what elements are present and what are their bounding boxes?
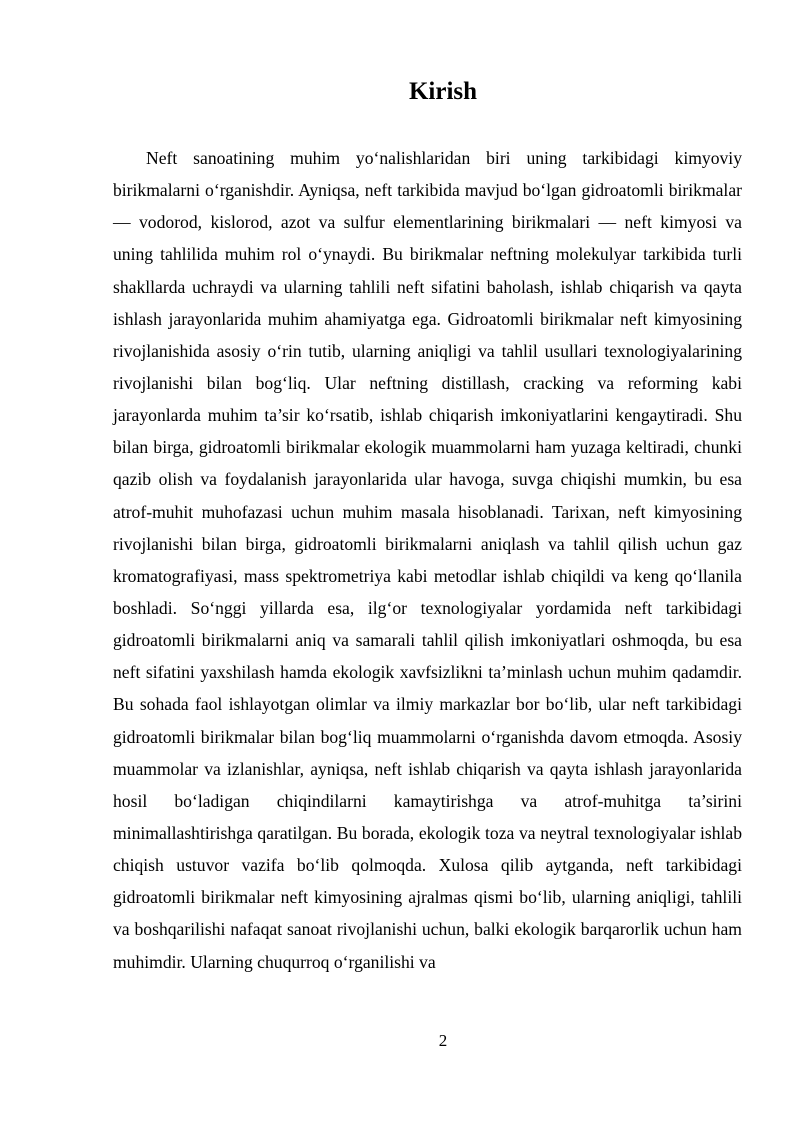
body-paragraph: Neft sanoatining muhim yo‘nalishlaridan biri uning tarkibidagi kimyoviy birikmalarni o‘rganishdir. Ayniqsa, neft tarkibida mavjud bo‘lgan gidroatomli birikmalar — vodorod, kislorod, azot va sulfur elementlarining birikmalari — neft kimyosi va uning tahlilida muhim rol o‘ynaydi. Bu birikmalar neftning molekulyar tarkibida turli shakllarda uchraydi va ularning tahlili neft sifatini baholash, ishlab chiqarish va qayta ishlash jarayonlarida muhim ahamiyatga ega. Gidroatomli birikmalar neft kimyosining rivojlanishida asosiy o‘rin tutib, ularning aniqligi va tahlil usullari texnologiyalarining rivojlanishi bilan bog‘liq. Ular neftning distillash, cracking va reforming kabi jarayonlarda muhim ta’sir ko‘rsatib, ishlab chiqarish imkoniyatlarini kengaytiradi. Shu bilan birga, gidroatomli birikmalar ekologik muammolarni ham yuzaga keltiradi, chunki qazib olish va foydalanish jarayonlarida ular havoga, suvga chiqishi mumkin, bu esa atrof-muhit muhofazasi uchun muhim masala hisoblanadi. Tarixan, neft kimyosining rivojlanishi bilan birga, gidroatomli birikmalarni aniqlash va tahlil qilish uchun gaz kromatografiyasi, mass spektrometriya kabi metodlar ishlab chiqildi va keng qo‘llanila boshladi. So‘nggi yillarda esa, ilg‘or texnologiyalar yordamida neft tarkibidagi gidroatomli birikmalarni aniq va samarali tahlil qilish imkoniyatlari oshmoqda, bu esa neft sifatini yaxshilash hamda ekologik xavfsizlikni ta’minlash uchun muhim qadamdir. Bu sohada faol ishlayotgan olimlar va ilmiy markazlar bor bo‘lib, ular neft tarkibidagi gidroatomli birikmalar bilan bog‘liq muammolarni o‘rganishda davom etmoqda. Asosiy muammolar va izlanishlar, ayniqsa, neft ishlab chiqarish va qayta ishlash jarayonlarida hosil bo‘ladigan chiqindilarni kamaytirishga va atrof-muhitga ta’sirini minimallashtirishga qaratilgan. Bu borada, ekologik toza va neytral texnologiyalar ishlab chiqish ustuvor vazifa bo‘lib qolmoqda. Xulosa qilib aytganda, neft tarkibidagi gidroatomli birikmalar neft kimyosining ajralmas qismi bo‘lib, ularning aniqligi, tahlili va boshqarilishi nafaqat sanoat rivojlanishi uchun, balki ekologik barqarorlik uchun ham muhimdir. Ularning chuqurroq o‘rganilishi va [113, 148, 742, 972]
page-title: Kirish [408, 78, 478, 105]
page-number: 2 [438, 1031, 448, 1050]
